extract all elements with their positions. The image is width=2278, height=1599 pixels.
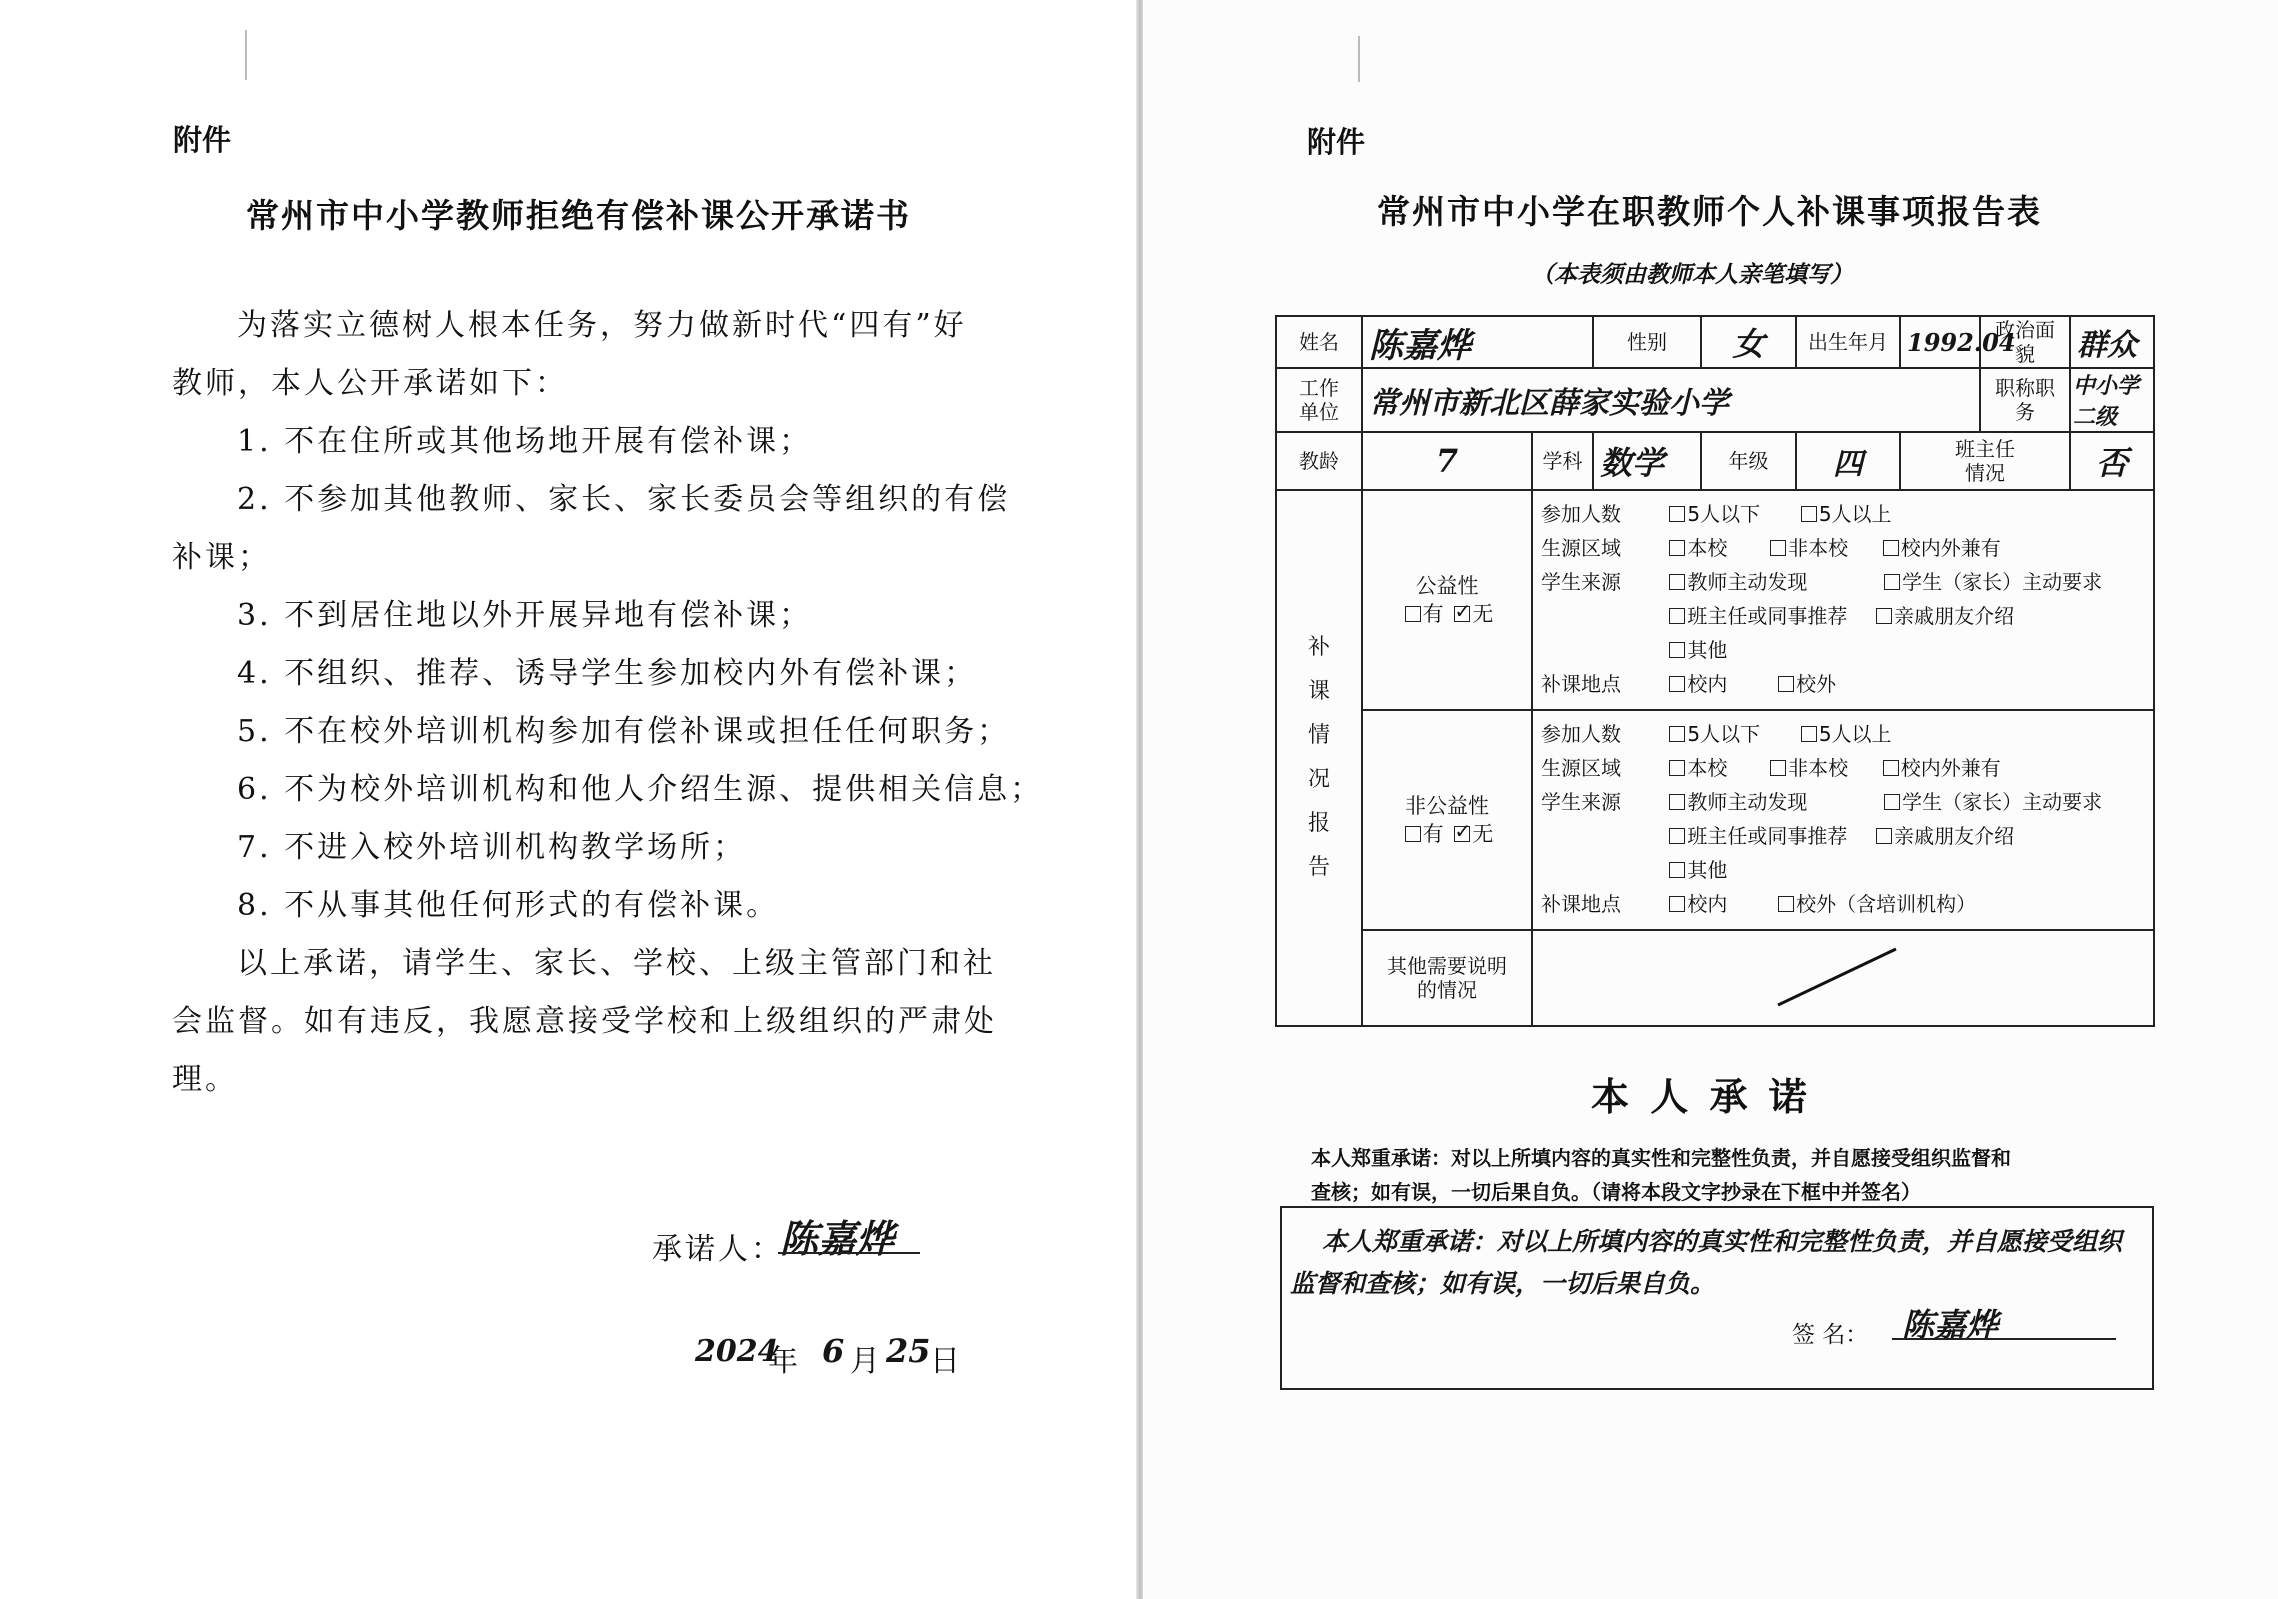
workunit-label-line: 单位	[1299, 400, 1339, 424]
public-details	[1532, 490, 2154, 710]
place-key: 补课地点	[1541, 672, 1621, 696]
src-c-label: 班主任或同事推荐	[1687, 824, 1848, 848]
date-day-unit: 日	[930, 1344, 963, 1379]
section-label-char: 课	[1307, 679, 1330, 704]
src-c-label: 班主任或同事推荐	[1687, 604, 1848, 628]
nonpublic-no-checkbox[interactable]	[1454, 826, 1470, 842]
scan-mark	[1358, 36, 1360, 82]
section-label-char: 报	[1307, 811, 1330, 836]
src-e-label: 其他	[1687, 858, 1728, 882]
nonpublic-details	[1532, 710, 2154, 930]
other-notes-field[interactable]	[1532, 930, 2154, 1026]
sign-signature: 陈嘉烨	[1902, 1306, 1999, 1344]
area-key: 生源区域	[1541, 536, 1621, 560]
pledge-instruction-2: 查核；如有误，一切后果自负。（请将本段文字抄录在下框中并签名）	[1311, 1180, 1921, 1204]
count-b-checkbox[interactable]	[1801, 506, 1817, 522]
public-choice	[1369, 600, 1525, 628]
area-b-label: 非本校	[1788, 536, 1849, 560]
src-b-checkbox[interactable]	[1884, 794, 1900, 810]
area-c-checkbox[interactable]	[1883, 540, 1899, 556]
body-line: 7. 不进入校外培训机构教学场所；	[237, 830, 747, 865]
scan-mark	[245, 30, 247, 80]
political-value[interactable]: 群众	[2070, 316, 2154, 368]
body-line: 4. 不组织、推荐、诱导学生参加校内外有偿补课；	[237, 656, 978, 691]
signer-label: 承诺人：	[652, 1232, 784, 1267]
area-b-label: 非本校	[1788, 756, 1849, 780]
nonpublic-count-row	[1541, 717, 2145, 751]
nonpublic-source-row-3	[1541, 853, 2145, 887]
years-label: 教龄	[1276, 432, 1362, 490]
date-month-unit: 月	[850, 1344, 883, 1379]
body-line: 5. 不在校外培训机构参加有偿补课或担任任何职务；	[237, 714, 1011, 749]
place-a-checkbox[interactable]	[1669, 676, 1685, 692]
section-label-char: 况	[1307, 767, 1330, 792]
nonpublic-place-row	[1541, 887, 2145, 921]
src-c-checkbox[interactable]	[1669, 828, 1685, 844]
body-line: 以上承诺，请学生、家长、学校、上级主管部门和社	[237, 946, 996, 981]
area-b-checkbox[interactable]	[1770, 540, 1786, 556]
nonpublic-source-row	[1541, 785, 2145, 819]
count-a-checkbox[interactable]	[1669, 506, 1685, 522]
annex-label: 附件	[1307, 125, 1366, 159]
other-label	[1362, 930, 1532, 1026]
strike-slash	[1768, 943, 1908, 1013]
name-value[interactable]: 陈嘉烨	[1362, 316, 1593, 368]
place-a-checkbox[interactable]	[1669, 896, 1685, 912]
body-line: 教师，本人公开承诺如下：	[172, 366, 568, 401]
signature-underline	[778, 1252, 920, 1254]
title-value[interactable]: 中小学二级	[2070, 368, 2154, 432]
subject-label: 学科	[1532, 432, 1593, 490]
date-month: 6	[822, 1332, 845, 1370]
nonpublic-label: 非公益性	[1405, 794, 1489, 818]
date-year: 2024	[695, 1334, 779, 1369]
area-c-checkbox[interactable]	[1883, 760, 1899, 776]
workunit-value[interactable]: 常州市新北区薛家实验小学	[1362, 368, 1980, 432]
area-a-checkbox[interactable]	[1669, 760, 1685, 776]
area-c-label: 校内外兼有	[1900, 536, 2001, 560]
nonpublic-yes-checkbox[interactable]	[1405, 826, 1421, 842]
src-d-label: 亲戚朋友介绍	[1894, 824, 2015, 848]
headteacher-label-line: 情况	[1965, 461, 2005, 485]
count-key: 参加人数	[1541, 722, 1621, 746]
nonpublic-choice	[1369, 820, 1525, 848]
count-b-label: 5人以上	[1818, 722, 1892, 746]
public-source-row-2	[1541, 599, 2145, 633]
src-d-checkbox[interactable]	[1876, 608, 1892, 624]
headteacher-label-line: 班主任	[1955, 437, 2015, 461]
place-a-label: 校内	[1687, 672, 1728, 696]
annex-label: 附件	[173, 123, 232, 157]
body-line: 3. 不到居住地以外开展异地有偿补课；	[237, 598, 813, 633]
source-key: 学生来源	[1541, 790, 1621, 814]
place-b-checkbox[interactable]	[1778, 676, 1794, 692]
place-key: 补课地点	[1541, 892, 1621, 916]
count-b-label: 5人以上	[1818, 502, 1892, 526]
political-label: 政治面貌	[1980, 316, 2070, 368]
place-b-label: 校外	[1796, 672, 1837, 696]
workunit-label	[1276, 368, 1362, 432]
subject-value[interactable]: 数学	[1593, 432, 1701, 490]
src-d-checkbox[interactable]	[1876, 828, 1892, 844]
public-area-row	[1541, 531, 2145, 565]
signer-signature: 陈嘉烨	[780, 1216, 895, 1261]
body-line: 8. 不从事其他任何形式的有偿补课。	[237, 888, 780, 923]
src-e-checkbox[interactable]	[1669, 862, 1685, 878]
birth-value[interactable]: 1992.04	[1900, 316, 1980, 368]
nonpublic-cell	[1362, 710, 1532, 930]
count-key: 参加人数	[1541, 502, 1621, 526]
sign-label: 签 名：	[1792, 1322, 1869, 1348]
src-a-label: 教师主动发现	[1687, 570, 1808, 594]
sign-underline	[1892, 1338, 2116, 1340]
grade-label: 年级	[1701, 432, 1796, 490]
body-line: 为落实立德树人根本任务，努力做新时代“四有”好	[237, 308, 967, 343]
body-line: 2. 不参加其他教师、家长、家长委员会等组织的有偿	[237, 482, 1011, 517]
src-d-label: 亲戚朋友介绍	[1894, 604, 2015, 628]
src-e-label: 其他	[1687, 638, 1728, 662]
src-a-checkbox[interactable]	[1669, 574, 1685, 590]
page-title: 常州市中小学教师拒绝有偿补课公开承诺书	[246, 196, 911, 235]
place-a-label: 校内	[1687, 892, 1728, 916]
count-a-label: 5人以下	[1687, 502, 1761, 526]
area-b-checkbox[interactable]	[1770, 760, 1786, 776]
headteacher-label	[1900, 432, 2070, 490]
public-cell	[1362, 490, 1532, 710]
gender-value[interactable]: 女	[1701, 316, 1796, 368]
birth-label: 出生年月	[1796, 316, 1900, 368]
name-label: 姓名	[1276, 316, 1362, 368]
date-year-unit: 年	[768, 1344, 801, 1379]
area-a-label: 本校	[1687, 536, 1728, 560]
public-no-checkbox[interactable]	[1454, 606, 1470, 622]
src-a-label: 教师主动发现	[1687, 790, 1808, 814]
public-no-label: 无	[1472, 602, 1494, 626]
source-key: 学生来源	[1541, 570, 1621, 594]
src-b-checkbox[interactable]	[1884, 574, 1900, 590]
other-label-line: 其他需要说明	[1387, 954, 1507, 978]
public-place-row	[1541, 667, 2145, 701]
body-line: 会监督。如有违反，我愿意接受学校和上级组织的严肃处	[172, 1004, 997, 1039]
nonpublic-no-label: 无	[1472, 822, 1494, 846]
body-line: 补课；	[172, 540, 271, 575]
public-label: 公益性	[1415, 574, 1479, 598]
body-line: 理。	[172, 1062, 238, 1097]
title-label: 职称职务	[1980, 368, 2070, 432]
other-label-line: 的情况	[1417, 978, 1477, 1002]
public-yes-label: 有	[1422, 602, 1444, 626]
headteacher-value[interactable]: 否	[2070, 432, 2154, 490]
nonpublic-area-row	[1541, 751, 2145, 785]
handwritten-pledge-1: 本人郑重承诺：对以上所填内容的真实性和完整性负责，并自愿接受组织	[1322, 1227, 2123, 1256]
area-a-label: 本校	[1687, 756, 1728, 780]
page-title: 常州市中小学在职教师个人补课事项报告表	[1377, 192, 2042, 231]
area-c-label: 校内外兼有	[1900, 756, 2001, 780]
date-day: 25	[886, 1332, 931, 1370]
nonpublic-yes-label: 有	[1422, 822, 1444, 846]
gender-label: 性别	[1593, 316, 1701, 368]
pledge-heading: 本 人 承 诺	[1591, 1075, 1811, 1119]
place-b-label: 校外（含培训机构）	[1796, 892, 1977, 916]
pledge-instruction-1: 本人郑重承诺：对以上所填内容的真实性和完整性负责，并自愿接受组织监督和	[1311, 1146, 2011, 1170]
body-line: 1. 不在住所或其他场地开展有偿补课；	[237, 424, 813, 459]
section-label-char: 情	[1307, 723, 1330, 748]
page-subtitle: （本表须由教师本人亲笔填写）	[1531, 261, 1853, 288]
workunit-label-line: 工作	[1299, 376, 1339, 400]
grade-value[interactable]: 四	[1796, 432, 1900, 490]
count-b-checkbox[interactable]	[1801, 726, 1817, 742]
src-c-checkbox[interactable]	[1669, 608, 1685, 624]
src-e-checkbox[interactable]	[1669, 642, 1685, 658]
section-label-char: 补	[1307, 635, 1330, 660]
section-label-char: 告	[1307, 855, 1330, 880]
area-a-checkbox[interactable]	[1669, 540, 1685, 556]
body-line: 6. 不为校外培训机构和他人介绍生源、提供相关信息；	[237, 772, 1044, 807]
src-a-checkbox[interactable]	[1669, 794, 1685, 810]
place-b-checkbox[interactable]	[1778, 896, 1794, 912]
public-yes-checkbox[interactable]	[1405, 606, 1421, 622]
nonpublic-source-row-2	[1541, 819, 2145, 853]
years-value[interactable]: 7	[1362, 432, 1532, 490]
section-label	[1276, 490, 1362, 1026]
public-count-row	[1541, 497, 2145, 531]
count-a-label: 5人以下	[1687, 722, 1761, 746]
count-a-checkbox[interactable]	[1669, 726, 1685, 742]
report-form	[1275, 315, 2155, 1027]
src-b-label: 学生（家长）主动要求	[1902, 790, 2103, 814]
public-source-row-3	[1541, 633, 2145, 667]
pledge-copy-box[interactable]	[1280, 1206, 2154, 1390]
public-source-row	[1541, 565, 2145, 599]
area-key: 生源区域	[1541, 756, 1621, 780]
src-b-label: 学生（家长）主动要求	[1902, 570, 2103, 594]
handwritten-pledge-2: 监督和查核；如有误，一切后果自负。	[1290, 1269, 1716, 1298]
